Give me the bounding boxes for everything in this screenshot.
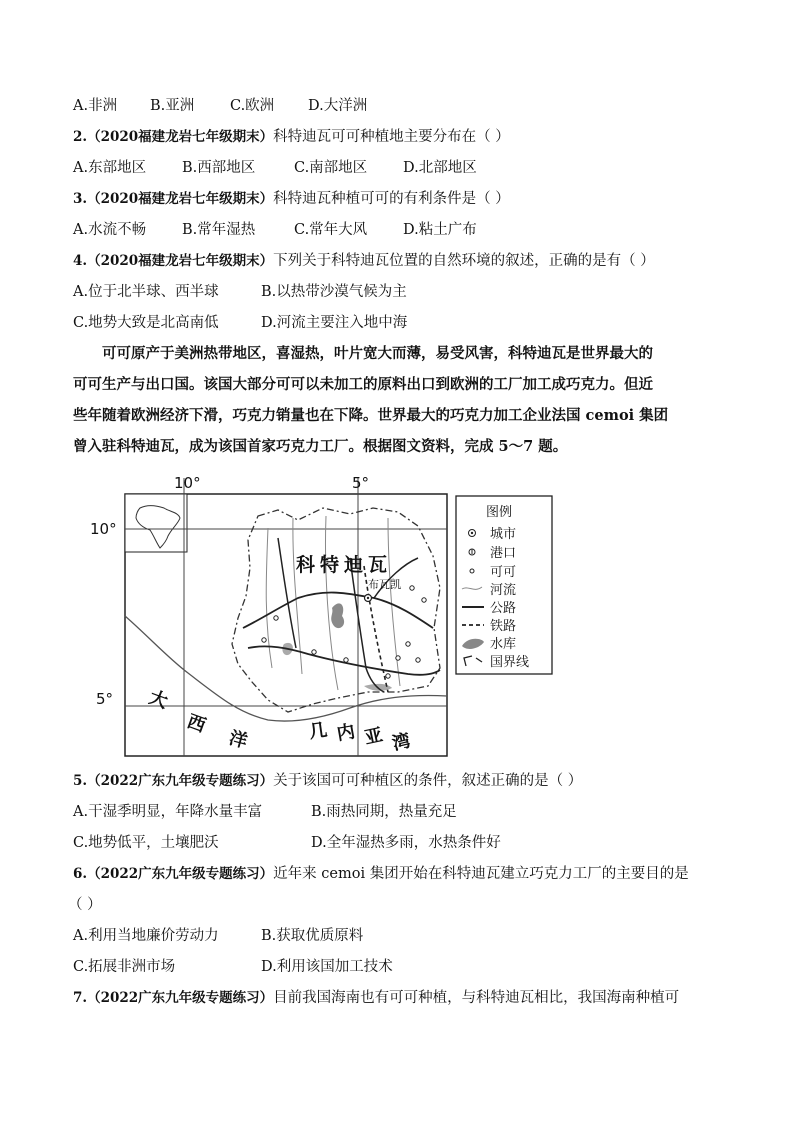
cocoa-point (344, 658, 348, 662)
sea-label-char: 大 (146, 686, 171, 713)
q1-option-a: A.非洲 (73, 98, 118, 114)
q5-option-a: A.干湿季明显，年降水量丰富 (73, 804, 263, 820)
q7-stem (73, 988, 679, 1008)
q4-options-row1 (73, 282, 407, 302)
map-legend (456, 496, 552, 674)
cocoa-point (262, 638, 266, 642)
lon-label-10: 10° (174, 474, 201, 492)
q3-option-d: D.粘土广布 (403, 222, 477, 238)
q4-option-d: D.河流主要注入地中海 (261, 315, 408, 331)
cocoa-point (274, 616, 278, 620)
q2-source: （2020福建龙岩七年级期末） (87, 129, 274, 145)
lat-label-10: 10° (90, 520, 117, 538)
cocoa-point (386, 674, 390, 678)
q4-option-c: C.地势大致是北高南低 (73, 315, 219, 331)
cocoa-point (416, 658, 420, 662)
sea-label-char: 几 (307, 719, 329, 743)
q4-options-row2 (73, 313, 407, 333)
q6-text: 近年来 cemoi 集团开始在科特迪瓦建立巧克力工厂的主要目的是 (273, 866, 689, 882)
sea-label-char: 湾 (390, 730, 413, 755)
q6-option-b: B.获取优质原料 (261, 928, 364, 944)
q3-options (73, 220, 477, 240)
sea-label-char: 亚 (362, 724, 385, 749)
q5-option-c: C.地势低平，土壤肥沃 (73, 835, 219, 851)
lon-label-5: 5° (352, 474, 370, 492)
q5-options-row1 (73, 802, 457, 822)
legend-label-border: 国界线 (490, 655, 530, 670)
legend-label-port: 港口 (490, 546, 517, 561)
q5-text: 关于该国可可种植区的条件，叙述正确的是（ ） (273, 773, 583, 789)
q2-options (73, 158, 477, 178)
cocoa-point (312, 650, 316, 654)
q6-option-a: A.利用当地廉价劳动力 (73, 928, 219, 944)
q3-stem (73, 189, 510, 209)
q3-source: （2020福建龙岩七年级期末） (87, 191, 274, 207)
q6-options-row2 (73, 957, 393, 977)
city-marker-dot (367, 597, 369, 599)
legend-label-river: 河流 (490, 583, 517, 598)
legend-title: 图例 (486, 505, 513, 520)
city-name: 布瓦凯 (368, 578, 401, 591)
cote-divoire-map (88, 468, 568, 760)
legend-city-icon-dot (471, 532, 473, 534)
legend-cocoa-icon (470, 569, 474, 573)
legend-label-cocoa: 可可 (490, 565, 517, 580)
q4-number: 4. (73, 253, 88, 269)
legend-label-city: 城市 (490, 527, 517, 542)
q5-stem (73, 771, 582, 791)
sea-label-char: 西 (184, 710, 209, 737)
q7-number: 7. (73, 990, 88, 1006)
q5-options-row2 (73, 833, 501, 853)
passage-line-4: 曾入驻科特迪瓦，成为该国首家巧克力工厂。根据图文资料，完成 5～7 题。 (73, 438, 568, 455)
q3-option-a: A.水流不畅 (73, 222, 147, 238)
q1-option-c: C.欧洲 (230, 98, 275, 114)
q6-stem (73, 864, 689, 884)
q2-stem (73, 127, 510, 147)
q3-option-c: C.常年大风 (294, 222, 368, 238)
q4-text: 下列关于科特迪瓦位置的自然环境的叙述，正确的是有（ ） (273, 253, 655, 269)
q4-stem (73, 251, 655, 271)
q5-number: 5. (73, 773, 88, 789)
legend-label-railway: 铁路 (490, 619, 517, 634)
q3-number: 3. (73, 191, 88, 207)
passage-line-2: 可可生产与出口国。该国大部分可可以未加工的原料出口到欧洲的工厂加工成巧克力。但近 (73, 376, 653, 393)
q4-source: （2020福建龙岩七年级期末） (87, 253, 274, 269)
q7-text: 目前我国海南也有可可种植，与科特迪瓦相比，我国海南种植可 (273, 990, 680, 1006)
cocoa-point (410, 586, 414, 590)
q1-option-b: B.亚洲 (150, 98, 195, 114)
sea-label-char: 内 (335, 721, 357, 745)
q6-options-row1 (73, 926, 363, 946)
q5-option-d: D.全年湿热多雨，水热条件好 (311, 835, 501, 851)
q3-text: 科特迪瓦种植可可的有利条件是（ ） (273, 191, 510, 207)
q1-options (73, 96, 367, 116)
q2-text: 科特迪瓦可可种植地主要分布在（ ） (273, 129, 510, 145)
cocoa-point (396, 656, 400, 660)
country-name: 科特迪瓦 (296, 554, 393, 576)
q4-option-b: B.以热带沙漠气候为主 (261, 284, 407, 300)
sea-label-char: 洋 (226, 727, 250, 753)
cocoa-point (422, 598, 426, 602)
q6-option-c: C.拓展非洲市场 (73, 959, 176, 975)
q6-source: （2022广东九年级专题练习） (87, 866, 274, 882)
q4-option-a: A.位于北半球、西半球 (73, 284, 219, 300)
cocoa-point (406, 642, 410, 646)
legend-label-reservoir: 水库 (490, 637, 517, 652)
q6-option-d: D.利用该国加工技术 (261, 959, 393, 975)
q2-option-b: B.西部地区 (182, 160, 256, 176)
q3-option-b: B.常年湿热 (182, 222, 256, 238)
q2-option-d: D.北部地区 (403, 160, 477, 176)
q7-source: （2022广东九年级专题练习） (87, 990, 274, 1006)
q2-option-a: A.东部地区 (73, 160, 147, 176)
legend-label-road: 公路 (490, 601, 517, 616)
q5-option-b: B.雨热同期，热量充足 (311, 804, 457, 820)
passage-line-1: 可可原产于美洲热带地区，喜湿热，叶片宽大而薄，易受风害，科特迪瓦是世界最大的 (102, 345, 653, 362)
q2-number: 2. (73, 129, 88, 145)
lat-label-5: 5° (96, 690, 114, 708)
q6-blank: （ ） (68, 897, 102, 913)
q5-source: （2022广东九年级专题练习） (87, 773, 274, 789)
q6-number: 6. (73, 866, 88, 882)
passage-line-3: 些年随着欧洲经济下滑，巧克力销量也在下降。世界最大的巧克力加工企业法国 cemoi 集团 (73, 407, 669, 424)
q2-option-c: C.南部地区 (294, 160, 368, 176)
q1-option-d: D.大洋洲 (308, 98, 368, 114)
